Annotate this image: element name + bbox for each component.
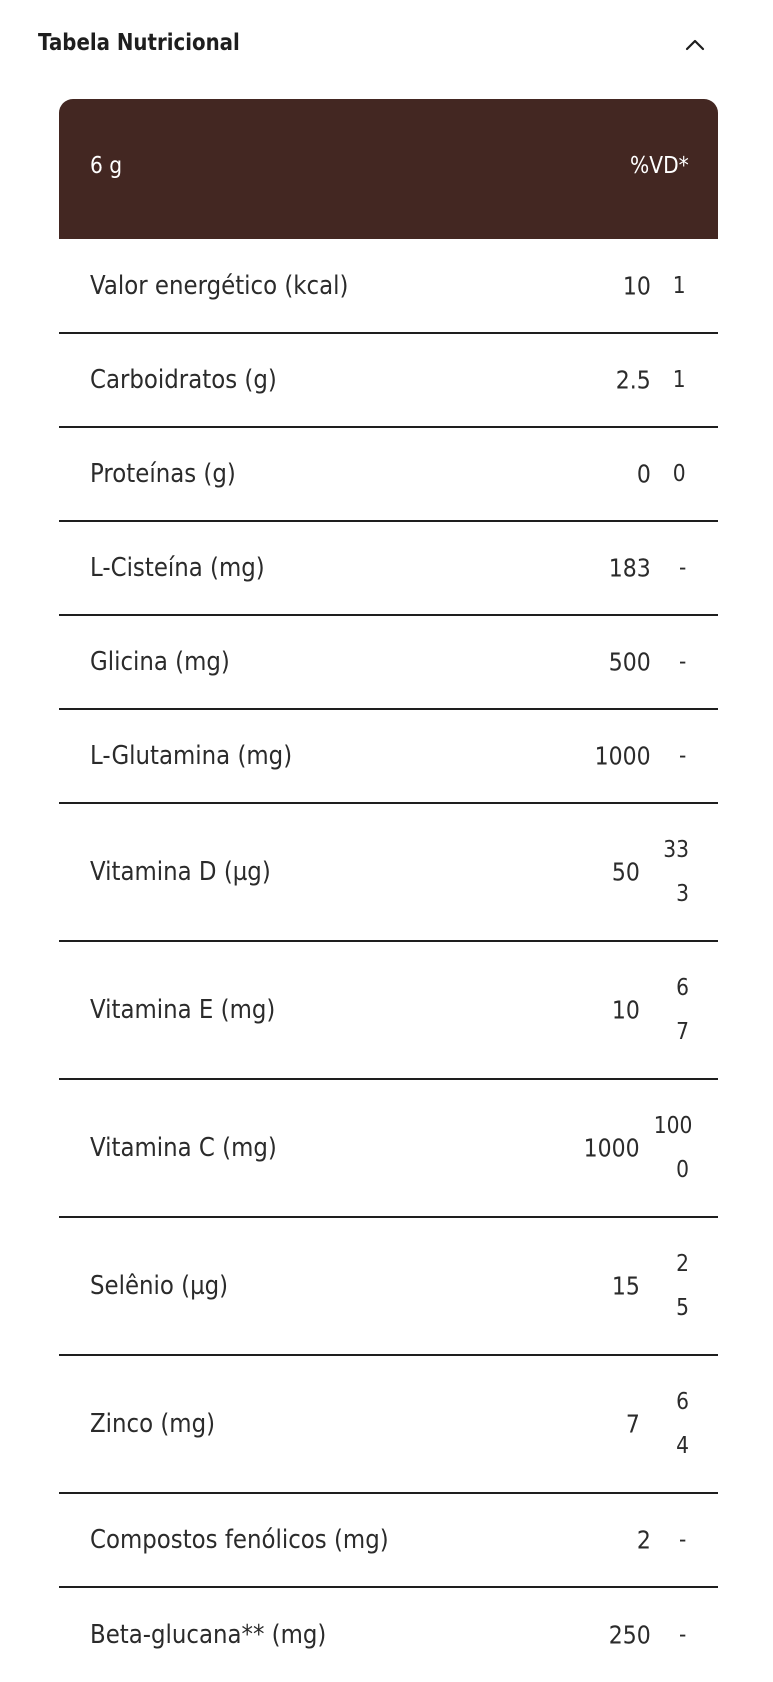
- nutrient-amount: 500: [609, 647, 651, 677]
- vd-line: 6: [676, 975, 689, 1001]
- nutrient-amount: 0: [637, 459, 651, 489]
- nutrient-amount: 183: [609, 553, 651, 583]
- nutrient-amount: 15: [612, 1271, 640, 1301]
- nutrient-vd: -: [678, 555, 686, 581]
- nutrient-name: Zinco (mg): [90, 1409, 216, 1439]
- vd-line: 0: [676, 1157, 689, 1183]
- table-row: [59, 1080, 718, 1218]
- table-row: [59, 239, 718, 334]
- nutrient-vd: [649, 1104, 693, 1192]
- nutrient-name: Vitamina E (mg): [90, 995, 276, 1025]
- nutrient-vd: 1: [673, 272, 686, 299]
- nutrient-name: L-Glutamina (mg): [90, 741, 293, 771]
- nutrient-amount: 10: [612, 995, 640, 1025]
- nutrient-vd: -: [678, 649, 686, 675]
- nutrient-vd: -: [678, 1527, 686, 1553]
- vd-line: 7: [676, 1019, 689, 1045]
- nutrient-vd: [649, 966, 689, 1054]
- table-row: [59, 1588, 718, 1682]
- table-header: [59, 99, 718, 239]
- nutrient-amount: 1000: [595, 741, 651, 771]
- vd-line: 5: [676, 1295, 689, 1321]
- nutrient-name: Valor energético (kcal): [90, 270, 349, 301]
- nutrient-name: Vitamina D (µg): [90, 857, 271, 887]
- nutrient-amount: 7: [626, 1409, 640, 1439]
- table-row: [59, 942, 718, 1080]
- nutrient-amount: 50: [612, 857, 640, 887]
- nutrient-amount: 2: [637, 1525, 651, 1555]
- vd-line: 3: [676, 881, 689, 907]
- nutrient-vd: 1: [673, 367, 686, 393]
- portion-label: 6 g: [90, 153, 123, 179]
- table-row: [59, 710, 718, 804]
- nutrient-vd: [649, 828, 689, 916]
- nutrient-vd: [649, 1242, 689, 1330]
- table-row: [59, 334, 718, 428]
- nutrition-section-header[interactable]: [38, 26, 715, 66]
- vd-column-header: %VD*: [630, 153, 689, 179]
- vd-line: 2: [676, 1251, 689, 1277]
- table-row: [59, 804, 718, 942]
- nutrient-name: Proteínas (g): [90, 459, 236, 489]
- table-row: [59, 1218, 718, 1356]
- table-row: [59, 1494, 718, 1588]
- table-row: [59, 428, 718, 522]
- vd-line: 6: [676, 1389, 689, 1415]
- collapse-toggle-button[interactable]: [675, 26, 715, 66]
- nutrient-amount: 250: [609, 1620, 651, 1650]
- section-title: Tabela Nutricional: [38, 30, 240, 56]
- vd-line: 4: [676, 1433, 689, 1459]
- table-row: [59, 1356, 718, 1494]
- nutrient-name: Compostos fenólicos (mg): [90, 1525, 389, 1555]
- table-row: [59, 522, 718, 616]
- nutrient-vd: [649, 1380, 689, 1468]
- nutrient-amount: 2.5: [616, 365, 651, 395]
- nutrient-name: Vitamina C (mg): [90, 1133, 277, 1163]
- vd-line: 33: [663, 837, 689, 863]
- nutrient-name: Glicina (mg): [90, 647, 230, 677]
- nutrient-vd: -: [678, 743, 686, 769]
- nutrient-vd: -: [678, 1622, 686, 1648]
- vd-line: 100: [653, 1113, 693, 1139]
- nutrient-name: Beta-glucana** (mg): [90, 1620, 327, 1650]
- nutrient-name: Selênio (µg): [90, 1271, 229, 1301]
- nutrition-table: [59, 99, 718, 1682]
- table-row: [59, 616, 718, 710]
- nutrient-amount: 10: [623, 271, 651, 300]
- nutrient-name: L-Cisteína (mg): [90, 553, 265, 583]
- nutrient-vd: 0: [673, 461, 686, 487]
- nutrient-name: Carboidratos (g): [90, 365, 277, 395]
- nutrient-amount: 1000: [584, 1133, 640, 1163]
